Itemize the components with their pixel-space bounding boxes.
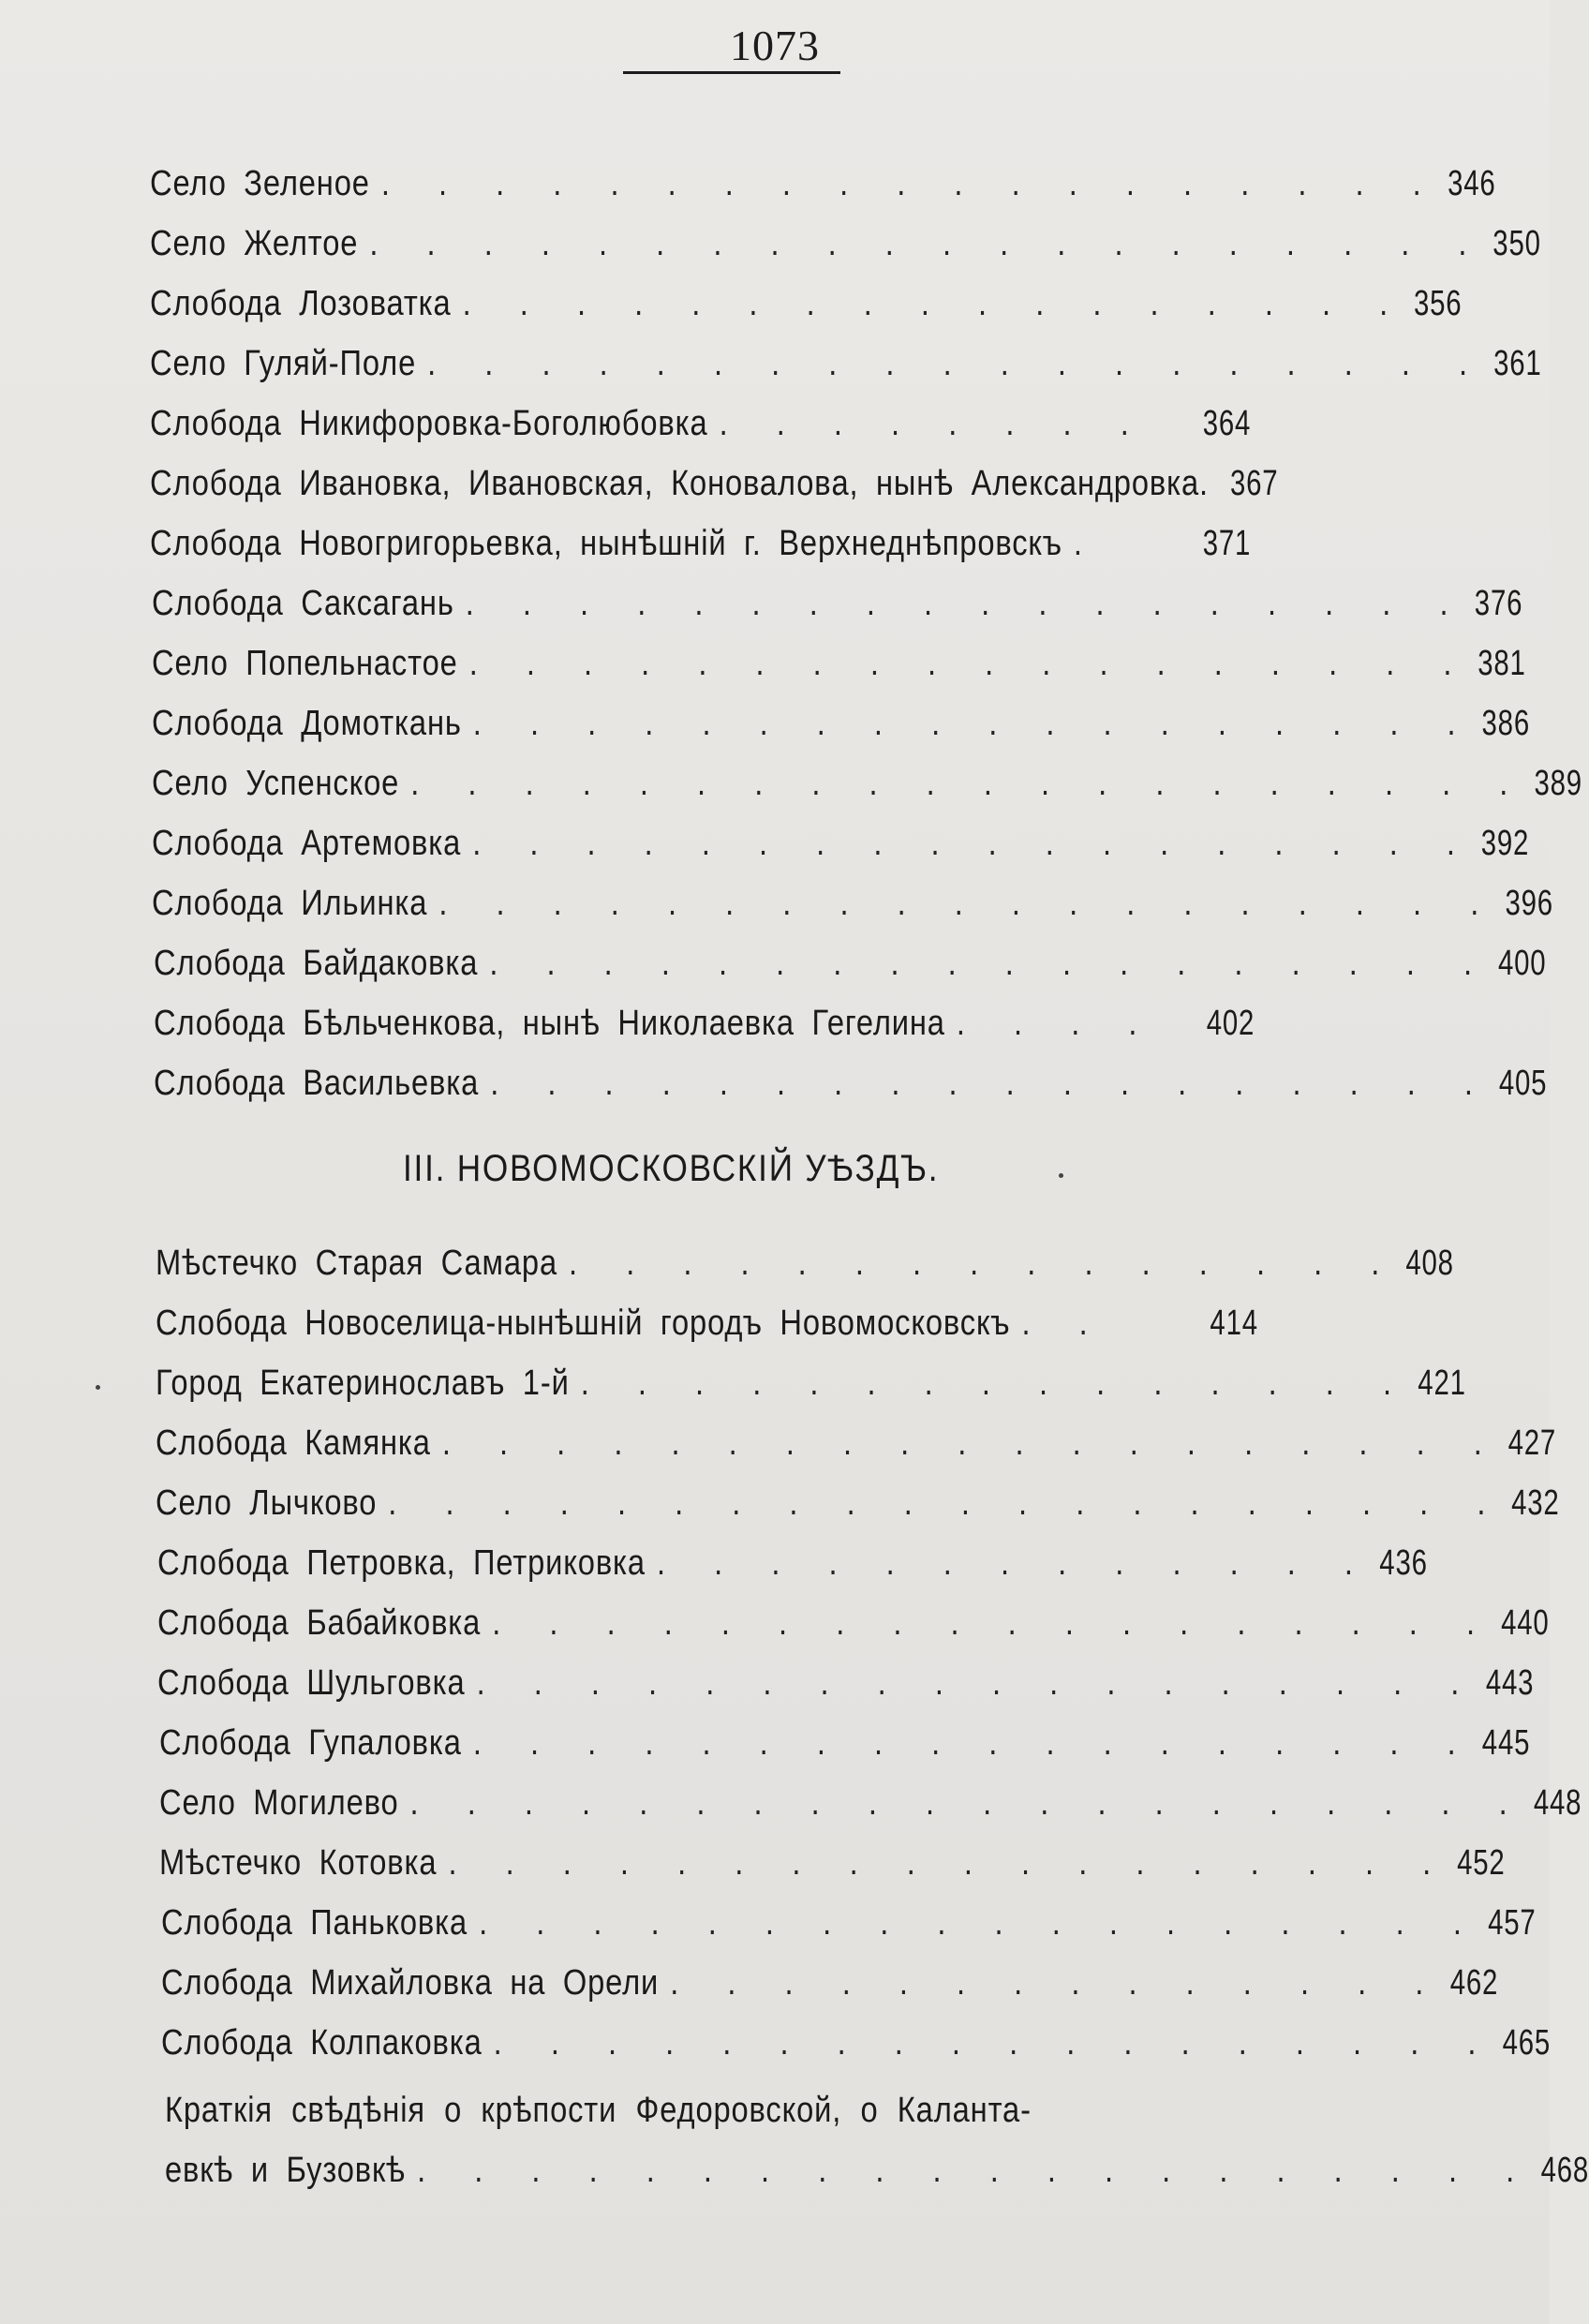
toc-entry: [152, 815, 1530, 872]
toc-leader-dots: . . . . . . . . . . . . . . . . . . . .: [410, 764, 1524, 803]
toc-entry-title: Слобода Петровка, Петриковка: [157, 1543, 646, 1583]
toc-entry-page: 448: [1533, 1783, 1582, 1823]
toc-leader-dots: . . . . . . . . . . . . . . . . . .: [476, 1663, 1476, 1703]
toc-entry-title: Слобода Домоткань: [152, 704, 462, 743]
toc-entry-page: 427: [1507, 1423, 1557, 1463]
toc-entry: [157, 1595, 1550, 1651]
toc-entry-title: Слобода Шульговка: [157, 1663, 466, 1703]
toc-entry-page: 396: [1505, 884, 1553, 923]
toc-leader-dots: . . . . . . . . . . . . . . . . . .: [493, 2023, 1492, 2063]
toc-leader-dots: . . . . . . . . . . . . . . . . . . .: [438, 884, 1495, 923]
toc-entry-title: Село Гуляй-Поле: [150, 344, 417, 383]
toc-entry: [161, 1895, 1537, 1951]
toc-entry: [152, 635, 1526, 692]
toc-entry-title: Слобода Колпаковка: [161, 2023, 483, 2063]
toc-leader-dots: . . . . . . . . . . . . . . . . . .: [492, 1603, 1492, 1643]
toc-entry-title: Слобода Ильинка: [152, 884, 428, 923]
toc-entry-page: 414: [1210, 1304, 1258, 1343]
toc-leader-dots: . . . . . . . . . . . . . . . . . . .: [441, 1423, 1499, 1463]
toc-entry-page: 421: [1418, 1363, 1466, 1403]
toc-leader-dots: . . . . . . . .: [719, 404, 1145, 443]
toc-entry-title: Слобода Камянка: [156, 1423, 431, 1463]
toc-entry-title: Село Успенское: [152, 764, 400, 803]
toc-leader-dots: . . . . . . . . . . . . . . . . . .: [489, 944, 1489, 983]
toc-entry-title: Село Лычково: [156, 1483, 378, 1523]
toc-entry: [154, 935, 1547, 991]
toc-entry: [150, 216, 1541, 272]
toc-entry-page: 376: [1474, 584, 1523, 623]
toc-entry-title: Город Екатеринославъ 1-й: [156, 1363, 570, 1403]
toc-entry: [156, 1475, 1560, 1531]
toc-entry-title: Село Желтое: [150, 224, 359, 263]
toc-leader-dots: . . . . . . . . . . . . . .: [670, 1963, 1440, 2003]
toc-leader-dots: . . . . . . . . . . . . . . . . . .: [468, 644, 1468, 683]
toc-leader-dots: . . . . . . . . . . . . . . . . . .: [448, 1843, 1448, 1883]
toc-leader-dots: . . . . . . . . . . . . . . . . . .: [472, 824, 1472, 863]
toc-entry: [156, 1235, 1454, 1291]
toc-leader-dots: . . . . . . . . . . . . . . . . . . .: [427, 344, 1484, 383]
toc-entry-last-line: [165, 2142, 1589, 2198]
toc-entry: [157, 1655, 1534, 1711]
toc-leader-dots: . . . . . . . . . . . . . . . . . . . .: [369, 224, 1483, 263]
toc-entry-page: 405: [1499, 1064, 1548, 1103]
toc-entry: [150, 156, 1496, 212]
toc-entry-page: 364: [1202, 404, 1251, 443]
toc-entry-title-line2: евкѣ и Бузовкѣ: [165, 2151, 407, 2190]
toc-leader-dots: . . . . . . . . . . . . . . .: [580, 1363, 1408, 1403]
toc-leader-dots: . . . . . . . . . . . . .: [657, 1543, 1370, 1583]
toc-entry: [152, 695, 1531, 752]
toc-entry-title: Слобода Бабайковка: [157, 1603, 482, 1643]
toc-leader-dots: . . . . . . . . . . . . . . . . . . . .: [409, 1783, 1523, 1823]
toc-entry-title: Слобода Новогригорьевка, нынѣшній г. Верхнеднѣпровскъ: [150, 524, 1062, 563]
toc-entry-title: Село Зеленое: [150, 164, 370, 203]
toc-entry: [154, 995, 1255, 1051]
toc-entry-page: 356: [1414, 284, 1463, 323]
toc-entry-title: Слобода Новоселица-нынѣшній городъ Новомосковскъ: [156, 1304, 1011, 1343]
toc-entry: [150, 515, 1251, 572]
toc-entry-page: 468: [1540, 2151, 1589, 2190]
toc-entry-title: Мѣстечко Старая Самара: [156, 1244, 557, 1283]
toc-entry-page: 465: [1502, 2023, 1551, 2063]
toc-leader-dots: . . . . . . . . . . . . . . . . . .: [465, 584, 1464, 623]
toc-entry: [159, 1775, 1582, 1831]
toc-entry-page: 381: [1478, 644, 1526, 683]
toc-entry-title: Слобода Гупаловка: [159, 1723, 462, 1763]
toc-entry-page: 389: [1534, 764, 1582, 803]
toc-leader-dots: . . . . . . . . . . . . . . . . . .: [490, 1064, 1490, 1103]
toc-entry: [157, 1535, 1428, 1591]
toc-entry-page: 400: [1498, 944, 1547, 983]
toc-entry-title: Слобода Байдаковка: [154, 944, 479, 983]
toc-entry-page: 402: [1206, 1004, 1255, 1043]
toc-entry-title: Слобода Лозоватка: [150, 284, 452, 323]
toc-entry: [156, 1295, 1257, 1351]
toc-entry-page: 457: [1487, 1903, 1537, 1943]
toc-entry-page: 462: [1449, 1963, 1498, 2003]
toc-entry-page: 367: [1229, 464, 1279, 503]
toc-entry-page: 350: [1492, 224, 1541, 263]
toc-entry-title: Слобода Васильевка: [154, 1064, 480, 1103]
toc-leader-dots: . . . . . . . . . . . . . . .: [569, 1244, 1396, 1283]
toc-entry-page: 386: [1481, 704, 1531, 743]
toc-entry: [156, 1355, 1466, 1411]
toc-entry-page: 440: [1501, 1603, 1550, 1643]
toc-entry-title: Слобода Бѣльченкова, нынѣ Николаевка Гегелина: [154, 1004, 945, 1043]
toc-entry-title: Село Попельнастое: [152, 644, 458, 683]
toc-leader-dots: .: [1073, 524, 1099, 563]
page-number-rule: [623, 71, 840, 74]
toc-entry: [152, 755, 1582, 812]
toc-entry-title: Слобода Ивановка, Ивановская, Коноваловa, нынѣ Александровка.: [150, 464, 1209, 503]
print-speck: [1059, 1173, 1063, 1178]
toc-entry-page: 436: [1379, 1543, 1428, 1583]
toc-entry: [150, 335, 1542, 392]
toc-entry-page: 445: [1481, 1723, 1531, 1763]
toc-entry: [161, 1955, 1498, 2011]
section-heading: III. НОВОМОСКОВСКІЙ УѢЗДЪ.: [403, 1148, 940, 1189]
print-speck: [96, 1385, 100, 1390]
toc-leader-dots: . .: [1021, 1304, 1104, 1343]
toc-leader-dots: . . . . . . . . . . . . . . . . . . .: [380, 164, 1437, 203]
toc-entry-title: Слобода Саксагань: [152, 584, 454, 623]
toc-entry-multiline: [165, 2082, 1589, 2198]
page-number: 1073: [730, 22, 820, 69]
toc-entry-page: 361: [1493, 344, 1542, 383]
toc-leader-dots: . . . . . . . . . . . . . . . . . .: [472, 1723, 1472, 1763]
toc-entry-page: 443: [1485, 1663, 1534, 1703]
toc-entry: [152, 875, 1553, 931]
toc-entry-page: 392: [1481, 824, 1530, 863]
toc-entry: [150, 395, 1251, 452]
toc-leader-dots: . . . . . . . . . . . . . . . . . .: [479, 1903, 1478, 1943]
toc-entry-title: Слобода Паньковка: [161, 1903, 468, 1943]
toc-entry-page: 452: [1457, 1843, 1506, 1883]
toc-entry-title: Слобода Никифоровка-Боголюбовка: [150, 404, 708, 443]
toc-entry: [152, 575, 1523, 632]
toc-leader-dots: . . . . . . . . . . . . . . . . . . . .: [388, 1483, 1502, 1523]
toc-entry-page: 371: [1202, 524, 1251, 563]
toc-entry-title-line1: Краткія свѣдѣнія о крѣпости Федоровской, о Каланта-: [165, 2091, 1032, 2130]
toc-entry: [161, 2015, 1551, 2071]
toc-entry: [159, 1835, 1506, 1891]
toc-entry-title: Слобода Михайловка на Орели: [161, 1963, 660, 2003]
toc-leader-dots: . . . . . . . . . . . . . . . . . .: [472, 704, 1472, 743]
toc-entry: [156, 1415, 1557, 1471]
toc-entry: [150, 276, 1463, 332]
toc-entry-title: Слобода Артемовка: [152, 824, 462, 863]
toc-entry-page: 346: [1447, 164, 1496, 203]
toc-leader-dots: . . . . . . . . . . . . . . . . .: [462, 284, 1404, 323]
toc-leader-dots: . . . . . . . . . . . . . . . . . . . .: [417, 2151, 1531, 2190]
toc-leader-dots: . . . .: [956, 1004, 1153, 1043]
toc-entry-title: Село Могилево: [159, 1783, 399, 1823]
toc-entry-page: 408: [1405, 1244, 1454, 1283]
toc-entry-title: Мѣстечко Котовка: [159, 1843, 438, 1883]
toc-entry: [154, 1055, 1548, 1111]
toc-entry: [159, 1715, 1531, 1771]
toc-entry-page: 432: [1511, 1483, 1560, 1523]
toc-entry: [150, 455, 1279, 512]
